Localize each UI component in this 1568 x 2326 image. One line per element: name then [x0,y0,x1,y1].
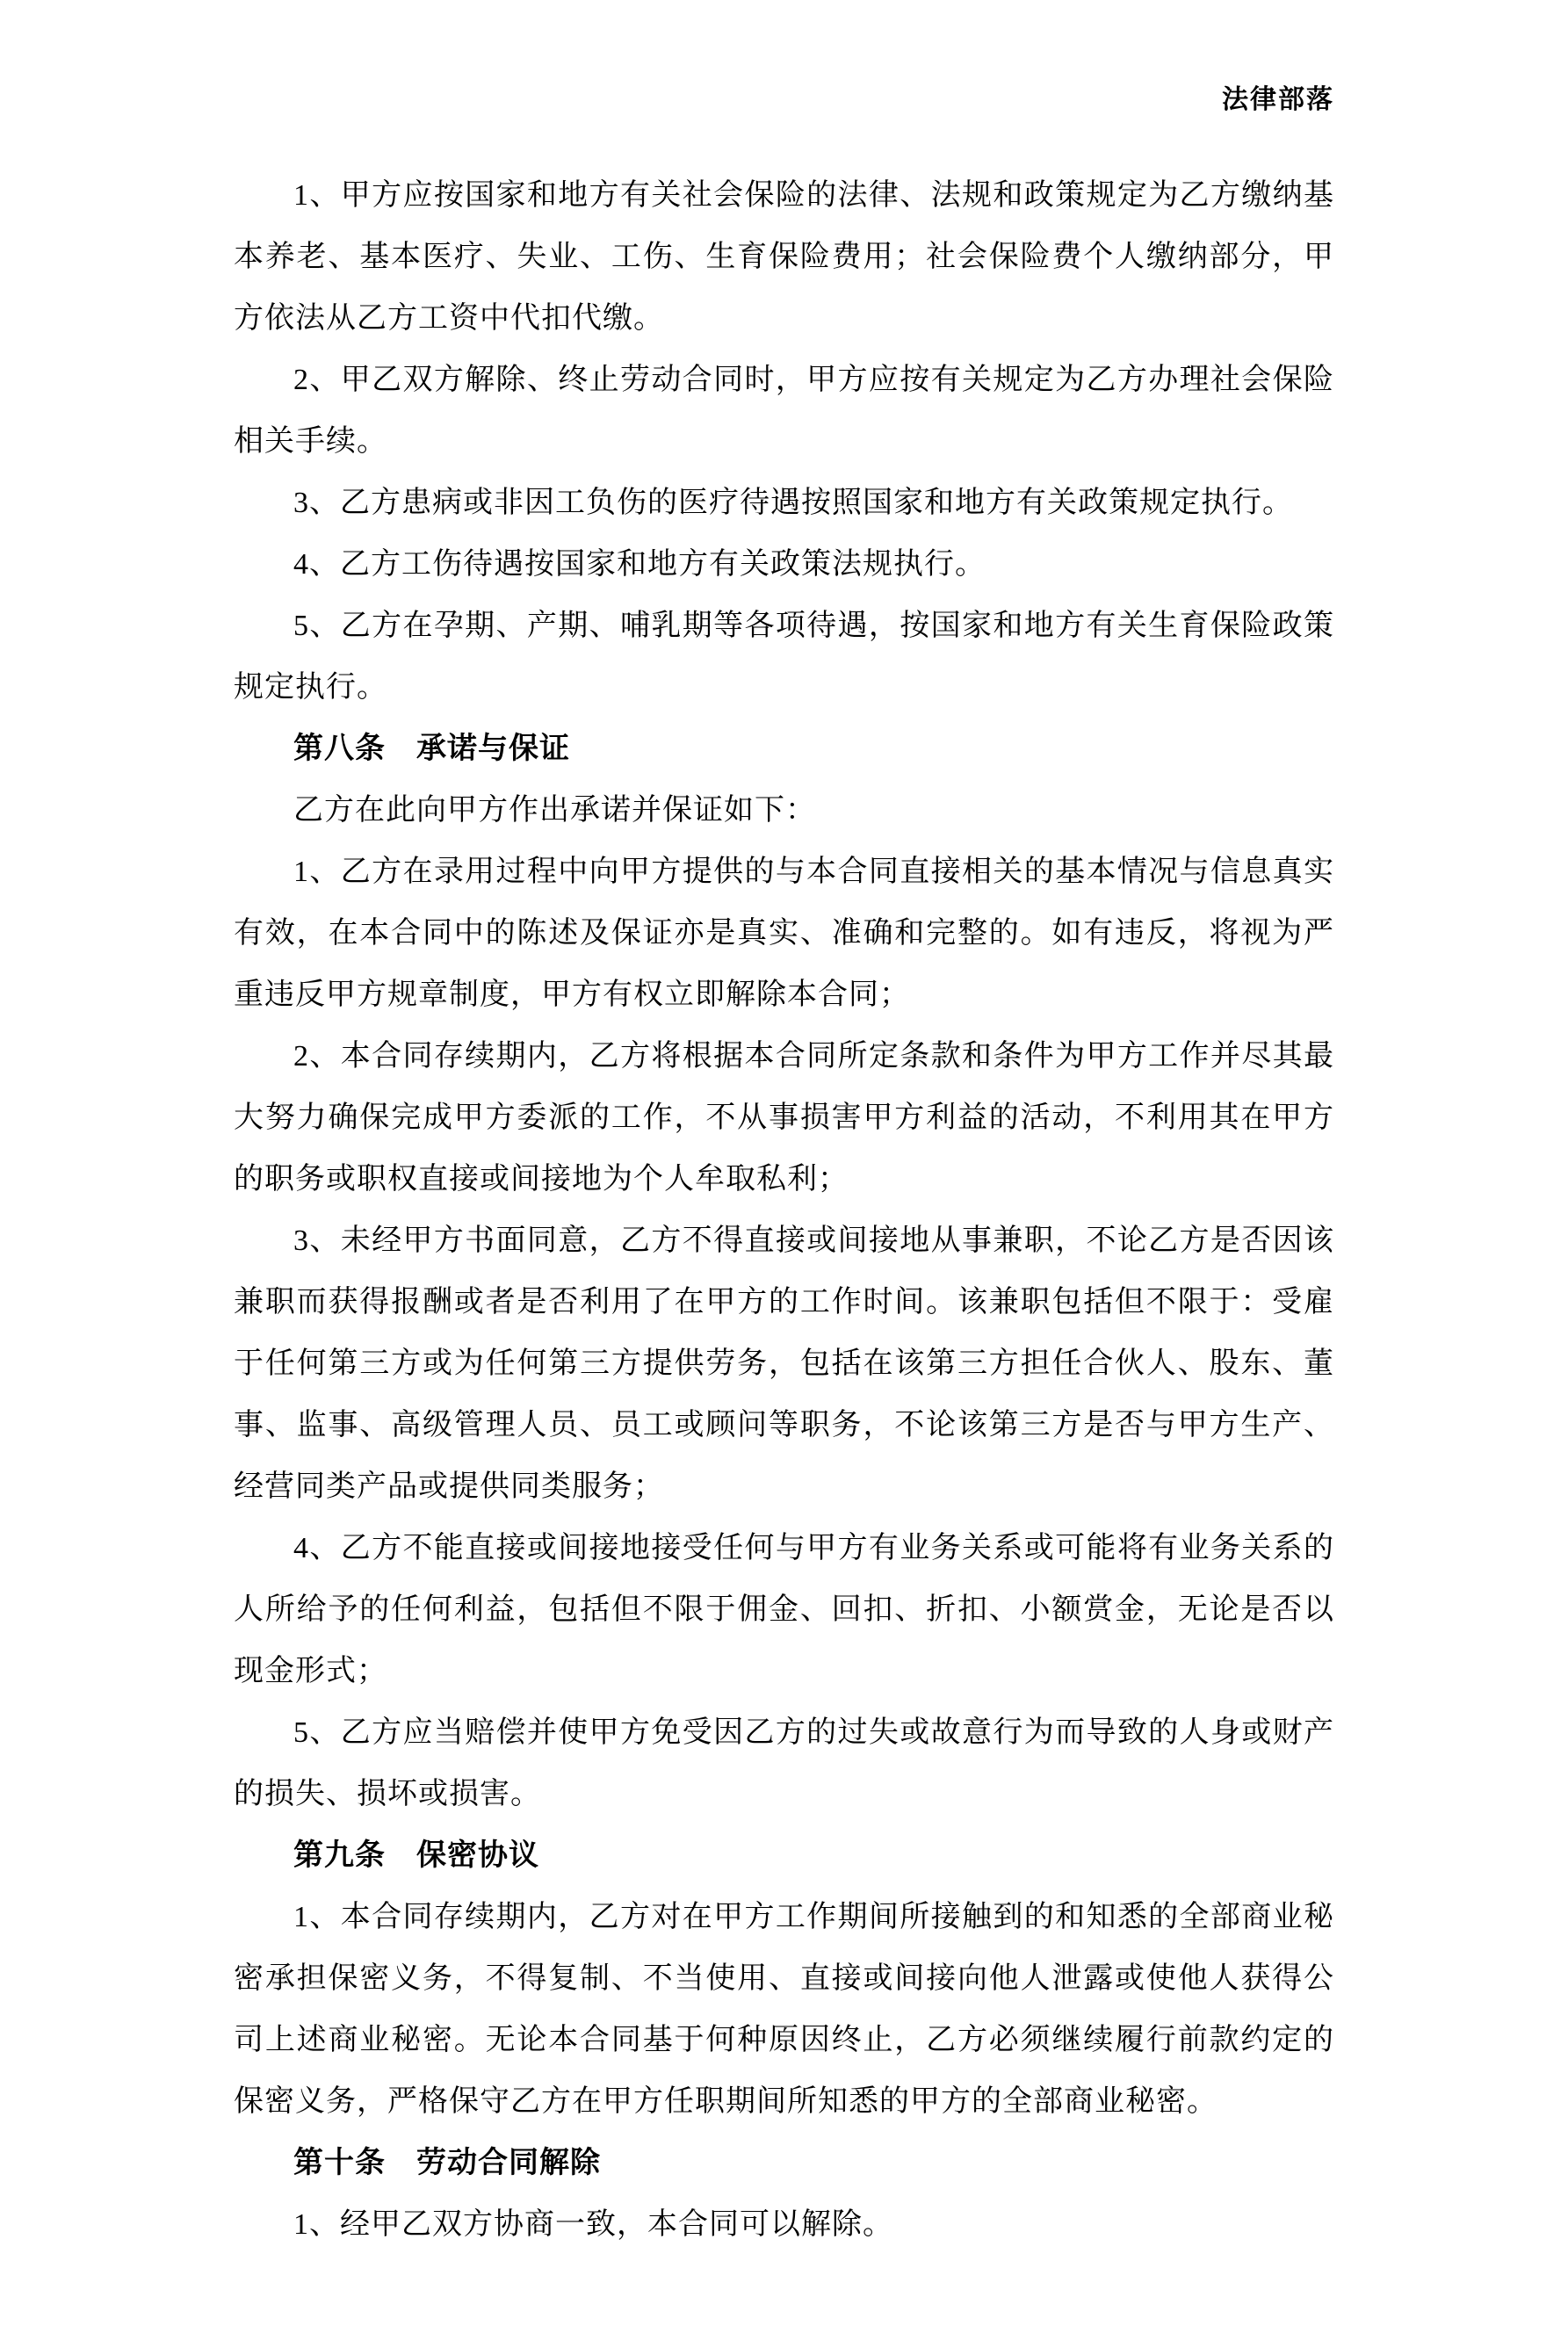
paragraph: 乙方在此向甲方作出承诺并保证如下： [293,794,816,827]
section-heading: 第九条 保密协议 [293,1839,539,1872]
brand-label: 法律部落 [1222,85,1334,114]
paragraph: 3、未经甲方书面同意，乙方不得直接或间接地从事兼职，不论乙方是否因该兼职而获得报酬或者是否利用了在甲方的工作时间。该兼职包括但不限于：受雇于任何第三方或为任何第三方提供劳务，包括在该第三方担任合伙人、股东、董事、监事、高级管理人员、员工或顾问等职务，不论该第三方是否与甲方生产、经营同类产品或提供同类服务； [234,1224,1334,1503]
paragraph: 1、甲方应按国家和地方有关社会保险的法律、法规和政策规定为乙方缴纳基本养老、基本医疗、失业、工伤、生育保险费用；社会保险费个人缴纳部分，甲方依法从乙方工资中代扣代缴。 [234,179,1334,335]
paragraph: 5、乙方在孕期、产期、哺乳期等各项待遇，按国家和地方有关生育保险政策规定执行。 [234,610,1334,704]
paragraph: 5、乙方应当赔偿并使甲方免受因乙方的过失或故意行为而导致的人身或财产的损失、损坏或损害。 [234,1716,1334,1810]
paragraph: 1、乙方在录用过程中向甲方提供的与本合同直接相关的基本情况与信息真实有效，在本合同中的陈述及保证亦是真实、准确和完整的。如有违反，将视为严重违反甲方规章制度，甲方有权立即解除本合同； [234,856,1334,1011]
paragraph: 2、本合同存续期内，乙方将根据本合同所定条款和条件为甲方工作并尽其最大努力确保完成甲方委派的工作，不从事损害甲方利益的活动，不利用其在甲方的职务或职权直接或间接地为个人牟取私利； [234,1040,1334,1196]
paragraph: 2、甲乙双方解除、终止劳动合同时，甲方应按有关规定为乙方办理社会保险相关手续。 [234,364,1334,458]
paragraph: 1、经甲乙双方协商一致，本合同可以解除。 [293,2208,893,2241]
paragraph: 4、乙方工伤待遇按国家和地方有关政策法规执行。 [293,548,986,581]
paragraph: 1、本合同存续期内，乙方对在甲方工作期间所接触到的和知悉的全部商业秘密承担保密义务，不得复制、不当使用、直接或间接向他人泄露或使他人获得公司上述商业秘密。无论本合同基于何种原因终止，乙方必须继续履行前款约定的保密义务，严格保守乙方在甲方任职期间所知悉的甲方的全部商业秘密。 [234,1901,1334,2118]
paragraph: 4、乙方不能直接或间接地接受任何与甲方有业务关系或可能将有业务关系的人所给予的任何利益，包括但不限于佣金、回扣、折扣、小额赏金，无论是否以现金形式； [234,1532,1334,1687]
page-header [234,77,1334,114]
section-heading: 第八条 承诺与保证 [293,733,570,765]
document-body [234,165,1334,2256]
paragraph: 3、乙方患病或非因工负伤的医疗待遇按照国家和地方有关政策规定执行。 [293,487,1293,519]
section-heading: 第十条 劳动合同解除 [293,2147,601,2179]
